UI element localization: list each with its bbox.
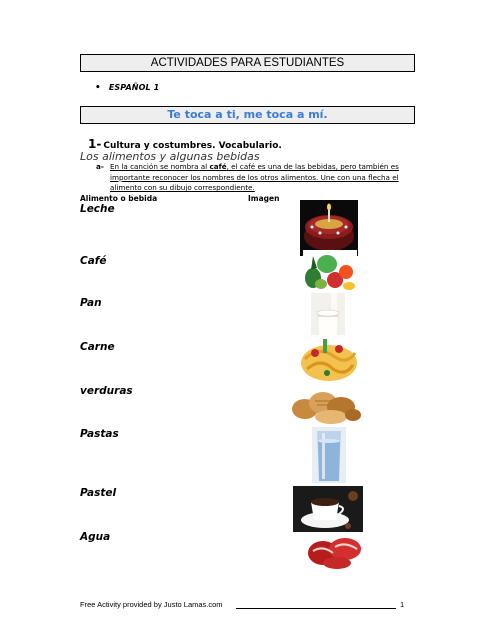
- page-number: 1: [400, 600, 405, 609]
- food-label-pastel: Pastel: [80, 487, 117, 499]
- column-header-image: Imagen: [248, 194, 280, 203]
- instruction: [96, 162, 406, 194]
- food-label-agua: Agua: [80, 531, 111, 543]
- food-label-leche: Leche: [80, 203, 115, 215]
- food-label-verduras: verduras: [80, 385, 133, 397]
- bullet-icon: •: [95, 83, 101, 93]
- footer-credit: Free Activity provided by Justo Lamas.com: [80, 600, 223, 609]
- instruction-emphasis: café: [209, 162, 227, 171]
- instruction-part1: En la canción se nombra al: [110, 162, 210, 171]
- subheading: Los alimentos y algunas bebidas: [80, 150, 260, 163]
- cake-image: [300, 200, 358, 256]
- column-header-food: Alimento o bebida: [80, 194, 158, 203]
- water-image: [312, 427, 346, 483]
- milk-image: [311, 293, 345, 339]
- food-label-pan: Pan: [80, 297, 102, 309]
- meat-image: [307, 533, 363, 571]
- instruction-part2: , el café es una de las bebidas, pero también es importante reconocer los nombres de los otros alimentos. Une con una flecha el alimento con su dibujo correspondiente.: [110, 162, 399, 192]
- footer-rule: [236, 608, 396, 609]
- food-label-cafe: Café: [80, 255, 107, 267]
- section-heading: [88, 137, 282, 151]
- coffee-image: [293, 486, 363, 532]
- pasta-image: [299, 335, 359, 383]
- food-label-pastas: Pastas: [80, 428, 119, 440]
- instruction-marker: a-: [96, 162, 104, 171]
- page-title: ACTIVIDADES PARA ESTUDIANTES: [80, 54, 415, 72]
- vegetables-image: [303, 250, 357, 292]
- instruction-text: [110, 162, 406, 194]
- bread-image: [291, 387, 361, 425]
- section-number: 1-: [88, 137, 102, 151]
- food-label-carne: Carne: [80, 341, 115, 353]
- course-bullet: [95, 83, 159, 93]
- section-title: Cultura y costumbres. Vocabulario.: [103, 141, 282, 151]
- activity-subtitle: Te toca a ti, me toca a mí.: [80, 106, 415, 124]
- course-label: ESPAÑOL 1: [108, 83, 160, 92]
